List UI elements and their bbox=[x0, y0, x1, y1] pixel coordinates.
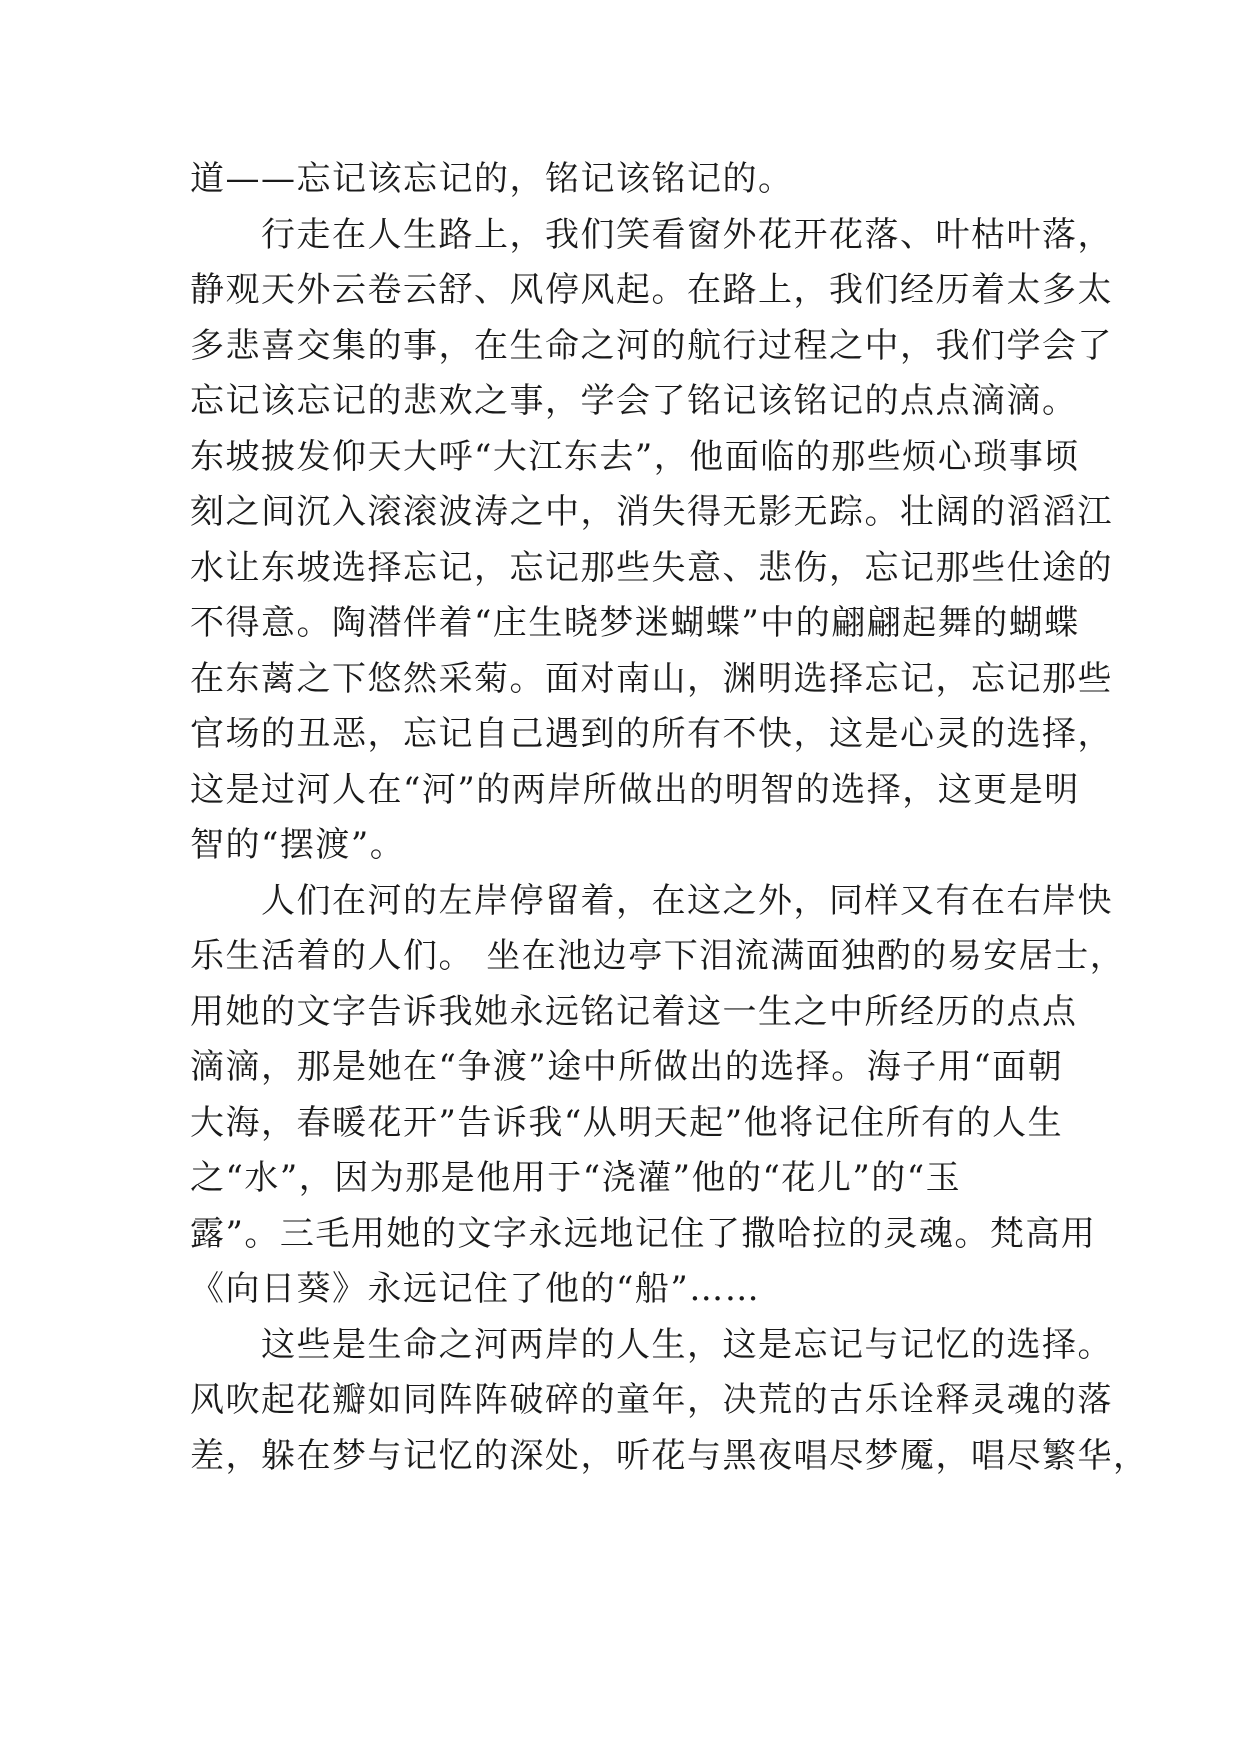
text-line: 这是过河人在“河”的两岸所做出的明智的选择，这更是明 bbox=[190, 769, 1080, 810]
text-line: 风吹起花瓣如同阵阵破碎的童年，决荒的古乐诠释灵魂的落 bbox=[190, 1380, 1113, 1420]
text-line: 这些是生命之河两岸的人生，这是忘记与记忆的选择。 bbox=[190, 1324, 1113, 1365]
text-line: 《向日葵》永远记住了他的“船”…… bbox=[190, 1269, 761, 1309]
text-line: 大海，春暖花开”告诉我“从明天起”他将记住所有的人生 bbox=[190, 1102, 1064, 1143]
text-line: 乐生活着的人们。 坐在池边亭下泪流满面独酌的易安居士， bbox=[190, 936, 1126, 976]
text-line: 道——忘记该忘记的，铭记该铭记的。 bbox=[190, 159, 794, 199]
text-line: 之“水”，因为那是他用于“浇灌”他的“花儿”的“玉 bbox=[190, 1158, 962, 1198]
text-line: 在东蓠之下悠然采菊。面对南山，渊明选择忘记，忘记那些 bbox=[190, 658, 1113, 699]
text-line: 露”。三毛用她的文字永远地记住了撒哈拉的灵魂。梵高用 bbox=[190, 1213, 1097, 1254]
text-line: 人们在河的左岸停留着，在这之外，同样又有在右岸快 bbox=[190, 880, 1113, 921]
essay-body-text bbox=[190, 152, 1149, 1484]
text-line: 智的“摆渡”。 bbox=[190, 825, 406, 865]
text-line: 官场的丑恶，忘记自己遇到的所有不快，这是心灵的选择， bbox=[190, 714, 1113, 754]
text-line: 忘记该忘记的悲欢之事，学会了铭记该铭记的点点滴滴。 bbox=[190, 381, 1078, 421]
text-line: 刻之间沉入滚滚波涛之中，消失得无影无踪。壮阔的滔滔江 bbox=[190, 492, 1113, 532]
text-line: 用她的文字告诉我她永远铭记着这一生之中所经历的点点 bbox=[190, 991, 1078, 1032]
text-line: 差，躲在梦与记忆的深处，听花与黑夜唱尽梦魇，唱尽繁华， bbox=[190, 1435, 1149, 1476]
text-line: 东坡披发仰天大呼“大江东去”，他面临的那些烦心琐事顷 bbox=[190, 436, 1080, 477]
text-line: 不得意。陶潜伴着“庄生晓梦迷蝴蝶”中的翩翩起舞的蝴蝶 bbox=[190, 603, 1080, 643]
text-line: 行走在人生路上，我们笑看窗外花开花落、叶枯叶落， bbox=[190, 214, 1113, 255]
text-line: 滴滴，那是她在“争渡”途中所做出的选择。海子用“面朝 bbox=[190, 1047, 1064, 1087]
text-line: 多悲喜交集的事，在生命之河的航行过程之中，我们学会了 bbox=[190, 325, 1113, 366]
text-line: 水让东坡选择忘记，忘记那些失意、悲伤，忘记那些仕途的 bbox=[190, 547, 1113, 588]
text-line: 静观天外云卷云舒、风停风起。在路上，我们经历着太多太 bbox=[190, 270, 1113, 310]
